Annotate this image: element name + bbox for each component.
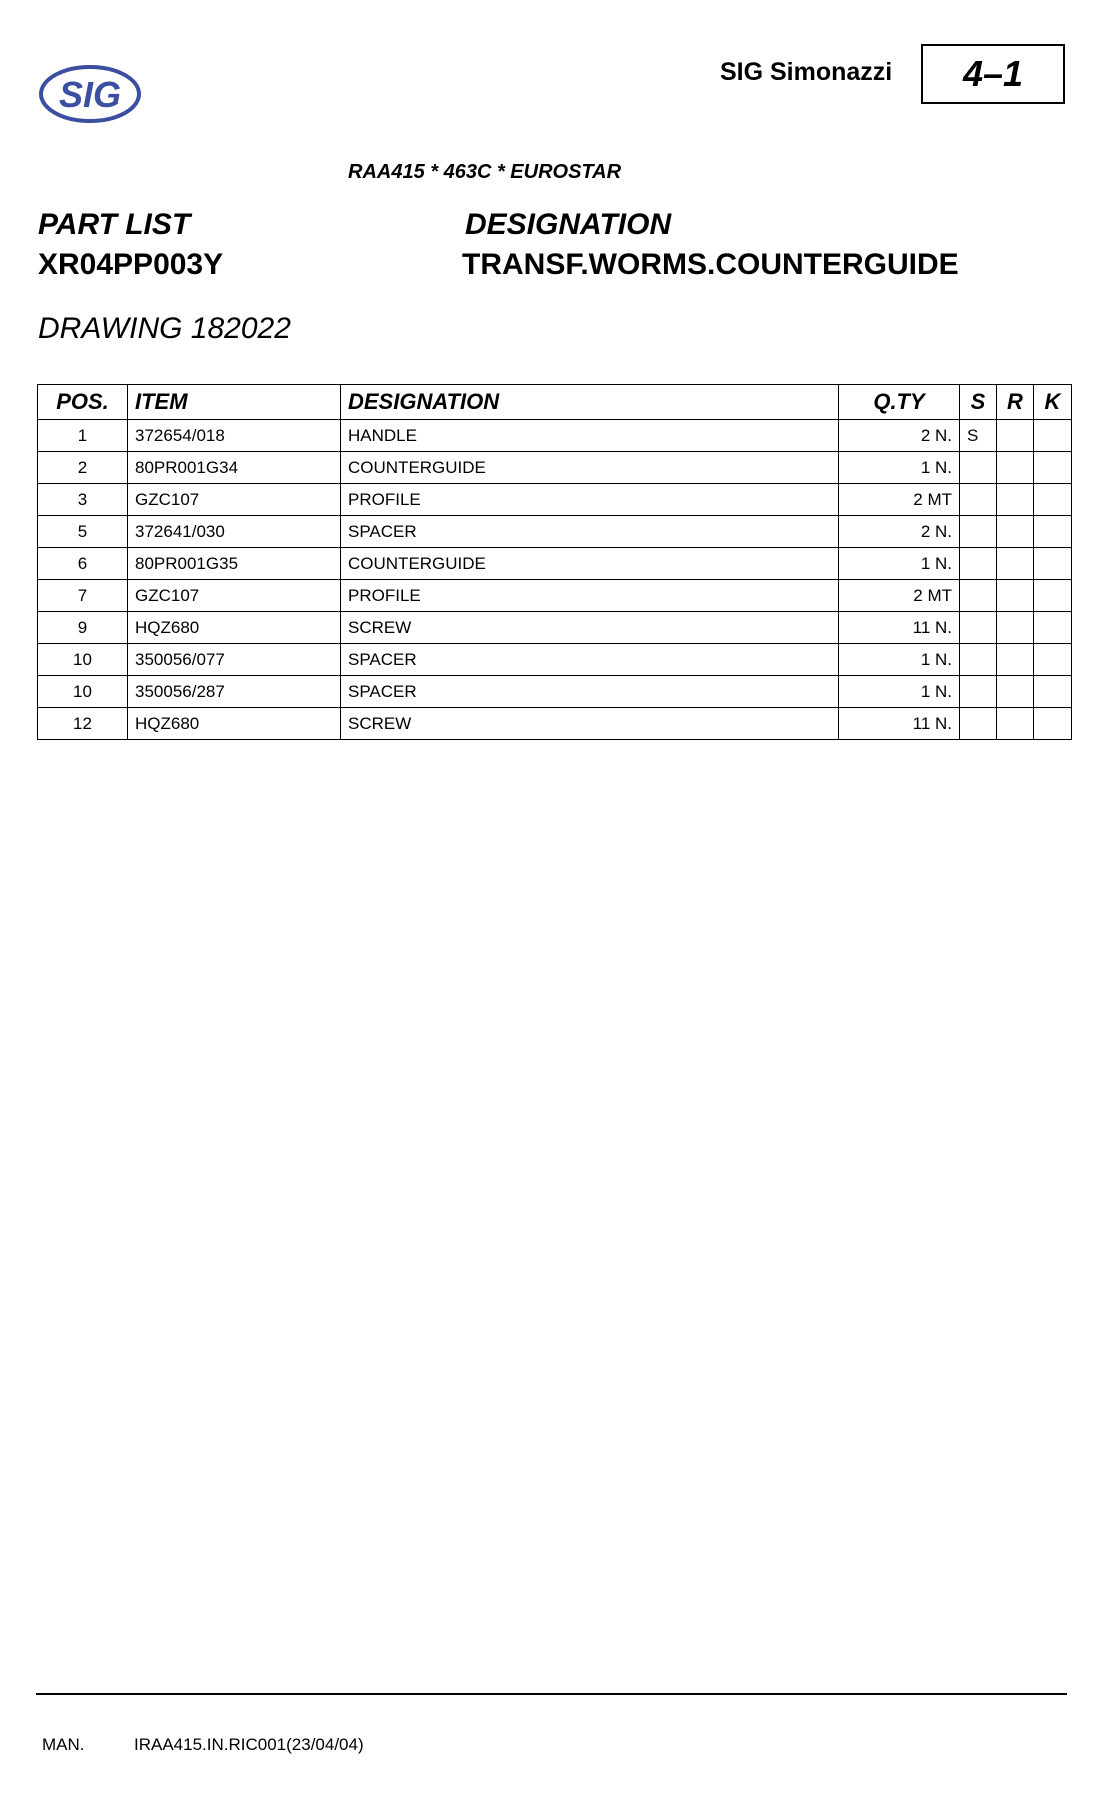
cell-pos: 10 <box>38 676 128 708</box>
cell-s <box>960 676 997 708</box>
cell-k <box>1034 452 1072 484</box>
cell-s <box>960 580 997 612</box>
cell-s <box>960 612 997 644</box>
cell-qty: 2 N. <box>839 420 960 452</box>
cell-pos: 12 <box>38 708 128 740</box>
cell-s <box>960 708 997 740</box>
cell-r <box>997 484 1034 516</box>
col-s-header: S <box>960 385 997 420</box>
sig-logo <box>38 64 142 124</box>
cell-k <box>1034 548 1072 580</box>
cell-designation: SCREW <box>341 708 839 740</box>
cell-designation: PROFILE <box>341 484 839 516</box>
cell-qty: 11 N. <box>839 708 960 740</box>
col-r-header: R <box>997 385 1034 420</box>
cell-item: 80PR001G34 <box>128 452 341 484</box>
cell-s <box>960 516 997 548</box>
cell-item: 372641/030 <box>128 516 341 548</box>
drawing-number: DRAWING 182022 <box>38 312 291 345</box>
cell-designation: SPACER <box>341 676 839 708</box>
table-row <box>38 420 1072 452</box>
cell-item: GZC107 <box>128 484 341 516</box>
cell-pos: 10 <box>38 644 128 676</box>
cell-item: HQZ680 <box>128 708 341 740</box>
cell-qty: 2 MT <box>839 580 960 612</box>
col-pos-header: POS. <box>38 385 128 420</box>
cell-r <box>997 644 1034 676</box>
cell-r <box>997 516 1034 548</box>
cell-pos: 7 <box>38 580 128 612</box>
table-row <box>38 708 1072 740</box>
col-designation-header: DESIGNATION <box>341 385 839 420</box>
table-row <box>38 452 1072 484</box>
cell-designation: COUNTERGUIDE <box>341 548 839 580</box>
cell-s: S <box>960 420 997 452</box>
cell-designation: SCREW <box>341 612 839 644</box>
cell-s <box>960 644 997 676</box>
cell-k <box>1034 484 1072 516</box>
cell-r <box>997 580 1034 612</box>
table-row <box>38 644 1072 676</box>
cell-item: HQZ680 <box>128 612 341 644</box>
cell-r <box>997 452 1034 484</box>
cell-s <box>960 484 997 516</box>
cell-qty: 2 N. <box>839 516 960 548</box>
cell-r <box>997 708 1034 740</box>
cell-item: 80PR001G35 <box>128 548 341 580</box>
cell-k <box>1034 516 1072 548</box>
table-row <box>38 612 1072 644</box>
cell-pos: 6 <box>38 548 128 580</box>
part-list-label: PART LIST <box>38 208 191 241</box>
cell-r <box>997 676 1034 708</box>
logo-text: SIG <box>58 74 122 115</box>
col-k-header: K <box>1034 385 1072 420</box>
cell-k <box>1034 644 1072 676</box>
designation-value: TRANSF.WORMS.COUNTERGUIDE <box>462 248 959 281</box>
cell-qty: 1 N. <box>839 676 960 708</box>
cell-r <box>997 548 1034 580</box>
cell-pos: 3 <box>38 484 128 516</box>
cell-qty: 2 MT <box>839 484 960 516</box>
cell-item: 350056/287 <box>128 676 341 708</box>
cell-qty: 1 N. <box>839 548 960 580</box>
cell-designation: SPACER <box>341 644 839 676</box>
cell-k <box>1034 708 1072 740</box>
designation-label: DESIGNATION <box>465 208 672 241</box>
company-name: SIG Simonazzi <box>720 58 893 86</box>
cell-item: GZC107 <box>128 580 341 612</box>
cell-pos: 1 <box>38 420 128 452</box>
col-qty-header: Q.TY <box>839 385 960 420</box>
cell-s <box>960 452 997 484</box>
cell-r <box>997 612 1034 644</box>
cell-r <box>997 420 1034 452</box>
part-list-code: XR04PP003Y <box>38 248 224 281</box>
cell-k <box>1034 676 1072 708</box>
table-row <box>38 548 1072 580</box>
cell-pos: 5 <box>38 516 128 548</box>
footer-man-label: MAN. <box>42 1735 85 1754</box>
cell-pos: 9 <box>38 612 128 644</box>
cell-item: 372654/018 <box>128 420 341 452</box>
cell-s <box>960 548 997 580</box>
page-number: 4–1 <box>921 44 1065 104</box>
cell-qty: 1 N. <box>839 644 960 676</box>
cell-k <box>1034 612 1072 644</box>
cell-item: 350056/077 <box>128 644 341 676</box>
col-item-header: ITEM <box>128 385 341 420</box>
cell-designation: HANDLE <box>341 420 839 452</box>
table-row <box>38 516 1072 548</box>
cell-designation: SPACER <box>341 516 839 548</box>
cell-k <box>1034 580 1072 612</box>
table-row <box>38 580 1072 612</box>
cell-k <box>1034 420 1072 452</box>
cell-qty: 11 N. <box>839 612 960 644</box>
parts-table <box>37 384 1072 740</box>
footer-document-code: IRAA415.IN.RIC001(23/04/04) <box>134 1735 364 1754</box>
cell-designation: PROFILE <box>341 580 839 612</box>
cell-qty: 1 N. <box>839 452 960 484</box>
footer-divider <box>36 1693 1067 1695</box>
machine-subtitle: RAA415 * 463C * EUROSTAR <box>348 161 622 183</box>
table-row <box>38 676 1072 708</box>
table-row <box>38 484 1072 516</box>
cell-pos: 2 <box>38 452 128 484</box>
table-header-row <box>38 385 1072 420</box>
cell-designation: COUNTERGUIDE <box>341 452 839 484</box>
